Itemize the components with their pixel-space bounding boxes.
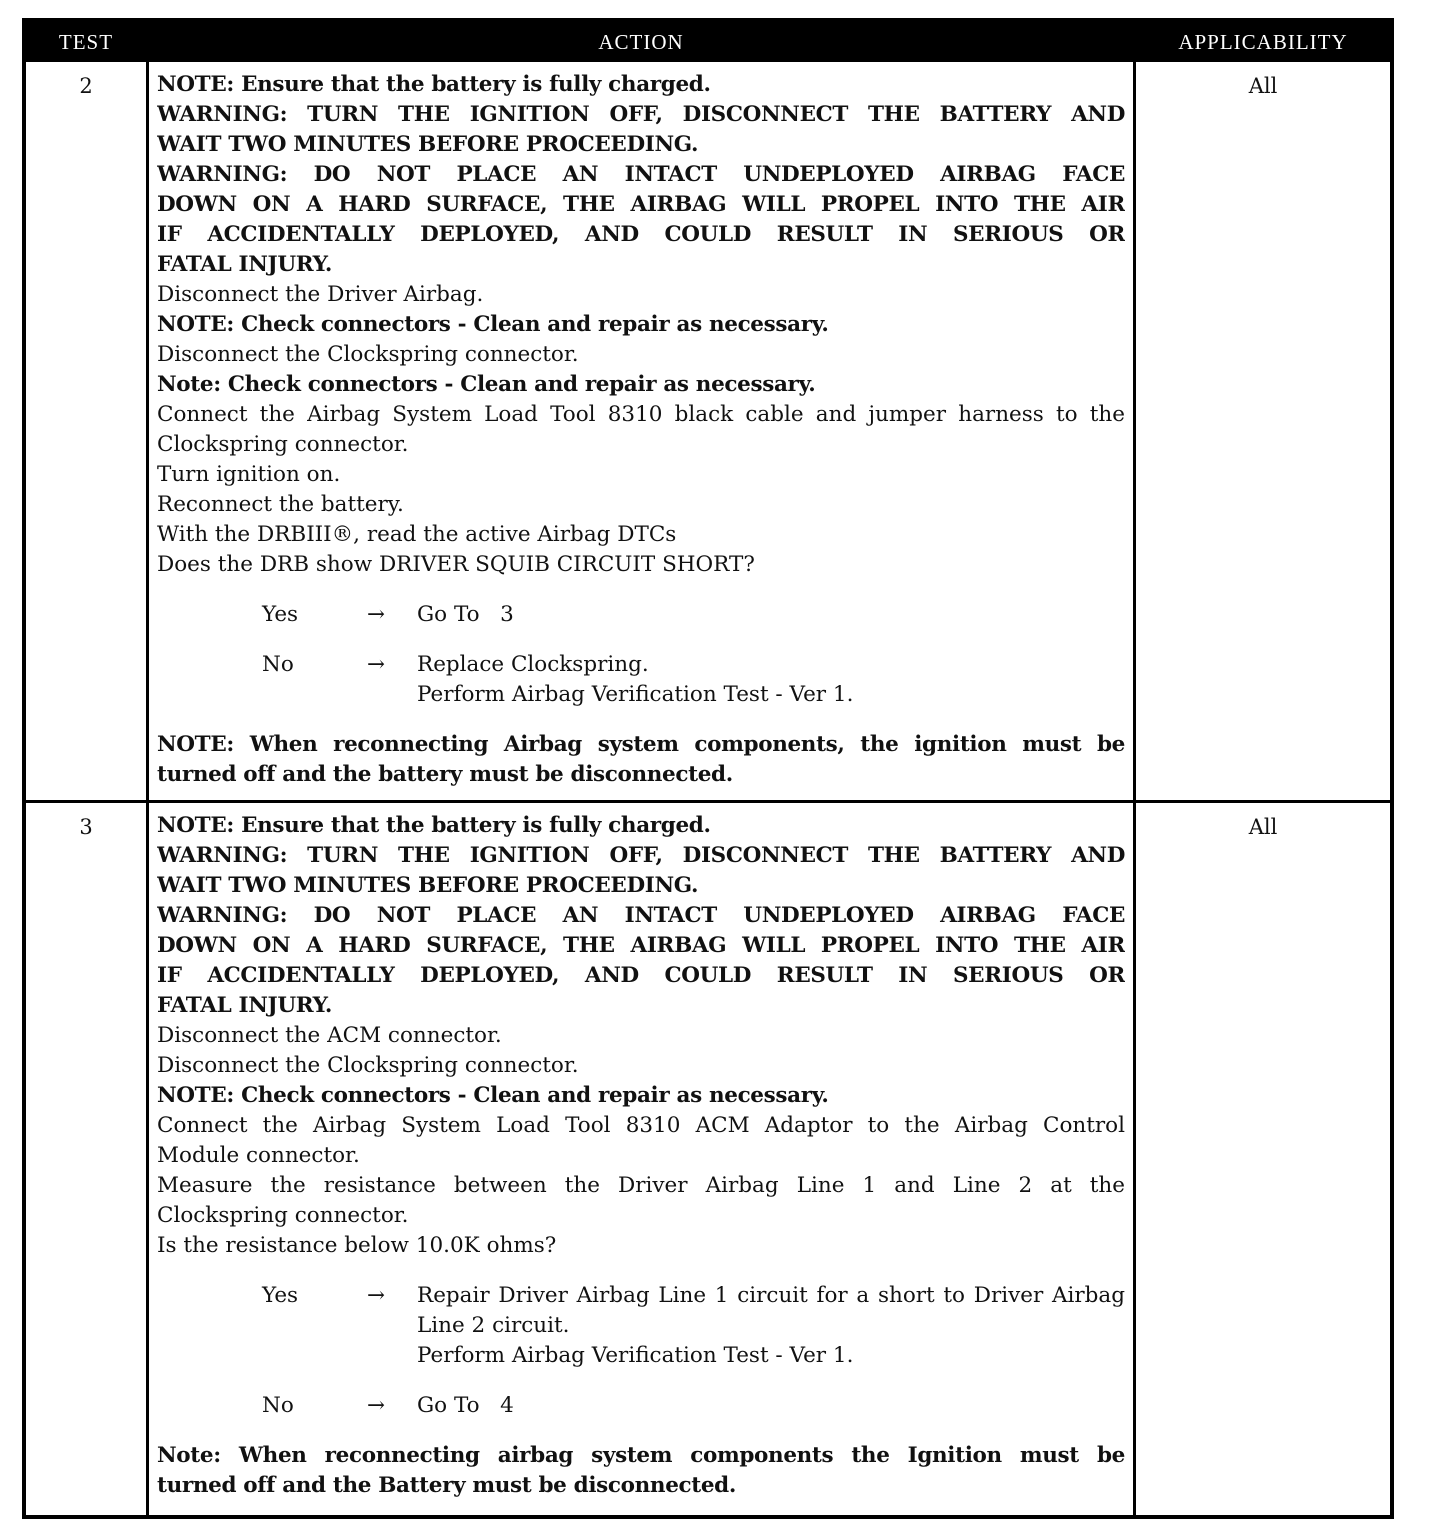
note-line: NOTE: Ensure that the battery is fully charged. — [157, 813, 711, 838]
action-cell — [146, 62, 1136, 800]
answer-result: Go To 3 — [417, 602, 514, 627]
answer-label: Yes — [262, 1283, 299, 1308]
action-cell — [146, 803, 1136, 1515]
answer-label: No — [262, 1393, 294, 1418]
warning-line: DOWN ON A HARD SURFACE, THE AIRBAG WILL PROPEL INTO THE AIR — [157, 933, 1125, 958]
warning-line: IF ACCIDENTALLY DEPLOYED, AND COULD RESULT IN SERIOUS OR — [157, 222, 1125, 247]
arrow-icon: → — [367, 1283, 386, 1308]
step-line: Connect the Airbag System Load Tool 8310 black cable and jumper harness to the — [157, 402, 1125, 427]
warning-line: WARNING: TURN THE IGNITION OFF, DISCONNECT THE BATTERY AND — [157, 843, 1125, 868]
answer-no — [157, 650, 1125, 710]
warning-line: WAIT TWO MINUTES BEFORE PROCEEDING. — [157, 132, 699, 157]
warning-line: WARNING: TURN THE IGNITION OFF, DISCONNECT THE BATTERY AND — [157, 102, 1125, 127]
table-header — [26, 22, 1390, 62]
test-number: 2 — [79, 74, 93, 98]
answer-result: Go To 4 — [417, 1393, 514, 1418]
warning-line: WARNING: DO NOT PLACE AN INTACT UNDEPLOYED AIRBAG FACE — [157, 162, 1125, 187]
warning-line: IF ACCIDENTALLY DEPLOYED, AND COULD RESULT IN SERIOUS OR — [157, 963, 1125, 988]
step-line: Turn ignition on. — [157, 462, 341, 487]
answer-label: Yes — [262, 602, 299, 627]
warning-line: DOWN ON A HARD SURFACE, THE AIRBAG WILL PROPEL INTO THE AIR — [157, 192, 1125, 217]
question-line: Is the resistance below 10.0K ohms? — [157, 1233, 557, 1258]
warning-line: FATAL INJURY. — [157, 252, 332, 277]
answer-label: No — [262, 652, 294, 677]
applicability-cell: All — [1248, 815, 1278, 839]
arrow-icon: → — [367, 602, 386, 627]
step-line: Disconnect the ACM connector. — [157, 1023, 502, 1048]
applicability-cell: All — [1248, 74, 1278, 98]
answer-yes — [157, 1281, 1125, 1371]
note-line: Note: Check connectors - Clean and repair as necessary. — [157, 372, 816, 397]
note-line: NOTE: Check connectors - Clean and repair as necessary. — [157, 312, 829, 337]
step-line: Measure the resistance between the Driver Airbag Line 1 and Line 2 at the — [157, 1173, 1125, 1198]
diagnostic-table — [22, 18, 1394, 1519]
warning-line: FATAL INJURY. — [157, 993, 332, 1018]
reconnect-note: Note: When reconnecting airbag system components the Ignition must be turned off and the Battery must be disconnected. — [157, 1443, 1125, 1498]
step-line: Connect the Airbag System Load Tool 8310 ACM Adaptor to the Airbag Control — [157, 1113, 1125, 1138]
question-line: Does the DRB show DRIVER SQUIB CIRCUIT SHORT? — [157, 552, 755, 577]
warning-line: WAIT TWO MINUTES BEFORE PROCEEDING. — [157, 873, 699, 898]
answer-no — [157, 1391, 1125, 1421]
step-line: Clockspring connector. — [157, 1203, 409, 1228]
answer-result: Repair Driver Airbag Line 1 circuit for a short to Driver Airbag Line 2 circuit. Perform Airbag Verification Test - Ver 1. — [417, 1283, 1125, 1368]
note-line: NOTE: Check connectors - Clean and repair as necessary. — [157, 1083, 829, 1108]
step-line: Disconnect the Driver Airbag. — [157, 282, 484, 307]
note-line: NOTE: Ensure that the battery is fully charged. — [157, 72, 711, 97]
answer-yes — [157, 600, 1125, 630]
warning-line: WARNING: DO NOT PLACE AN INTACT UNDEPLOYED AIRBAG FACE — [157, 903, 1125, 928]
answer-result: Replace Clockspring. Perform Airbag Verification Test - Ver 1. — [417, 652, 854, 707]
step-line: With the DRBIII®, read the active Airbag DTCs — [157, 522, 677, 547]
table-row — [26, 62, 1390, 800]
step-line: Reconnect the battery. — [157, 492, 404, 517]
arrow-icon: → — [367, 1393, 386, 1418]
step-line: Disconnect the Clockspring connector. — [157, 1053, 579, 1078]
header-test: TEST — [58, 29, 114, 54]
step-line: Disconnect the Clockspring connector. — [157, 342, 579, 367]
header-action: ACTION — [598, 29, 684, 54]
arrow-icon: → — [367, 652, 386, 677]
header-applicability: APPLICABILITY — [1178, 29, 1348, 54]
test-number: 3 — [79, 815, 93, 839]
reconnect-note: NOTE: When reconnecting Airbag system components, the ignition must be turned off and the battery must be disconnected. — [157, 732, 1125, 787]
step-line: Clockspring connector. — [157, 432, 409, 457]
step-line: Module connector. — [157, 1143, 360, 1168]
table-row — [26, 800, 1390, 1515]
